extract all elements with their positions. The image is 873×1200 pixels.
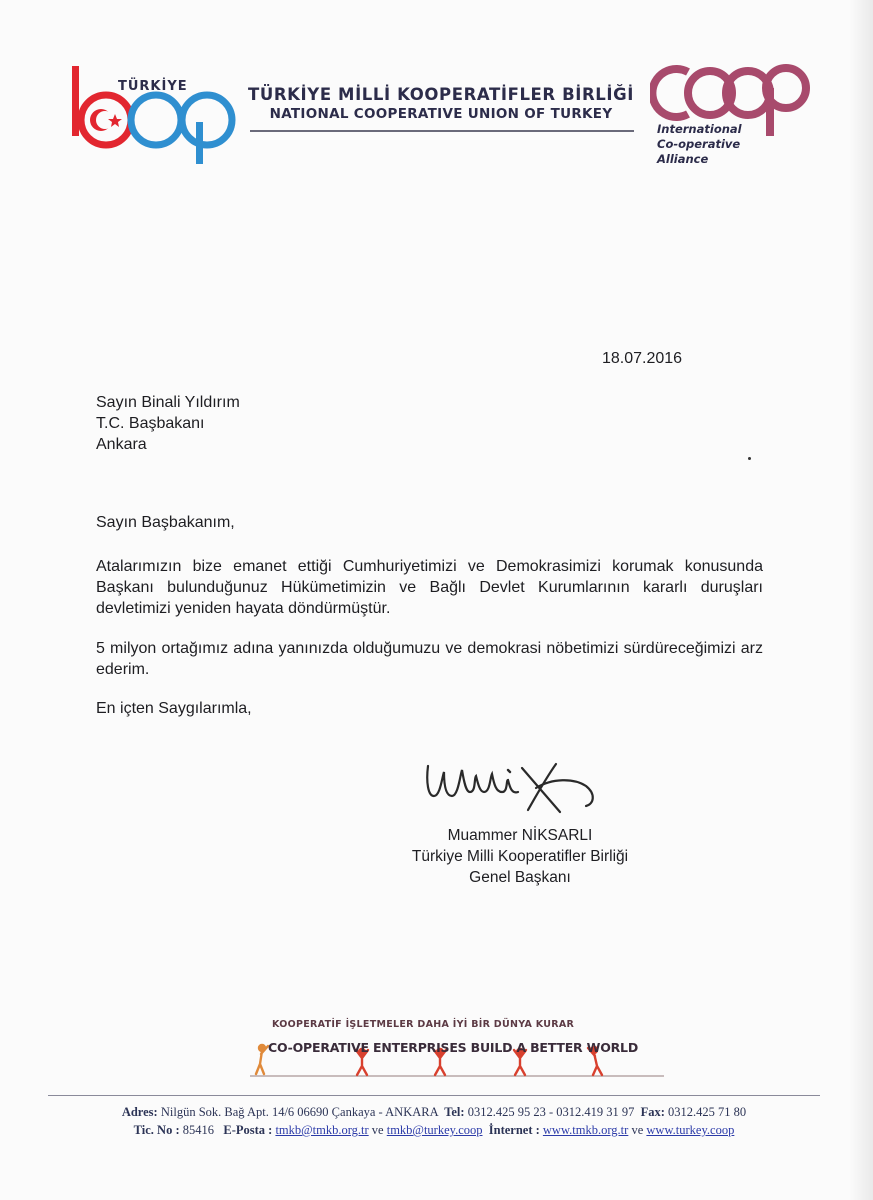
recipient-city: Ankara xyxy=(96,436,147,453)
slogan-english: CO-OPERATIVE ENTERPRISES BUILD A BETTER WORLD xyxy=(268,1040,638,1055)
title-divider xyxy=(250,130,634,132)
tic-label: Tic. No : xyxy=(133,1123,180,1137)
tel-label: Tel: xyxy=(444,1105,465,1119)
handwritten-signature xyxy=(418,752,613,822)
footer-contact-line-2 xyxy=(48,1123,820,1138)
recipient-name: Sayın Binali Yıldırım xyxy=(96,394,240,411)
org-title-block xyxy=(248,85,634,122)
footer-divider xyxy=(48,1095,820,1096)
ica-line-3: Alliance xyxy=(657,152,709,166)
org-name-en: NATIONAL COOPERATIVE UNION OF TURKEY xyxy=(269,106,613,122)
address-label: Adres: xyxy=(121,1105,158,1119)
signer-block xyxy=(380,825,660,888)
email-link-2[interactable]: tmkb@turkey.coop xyxy=(386,1123,483,1137)
paragraph-2: 5 milyon ortağımız adına yanınızda olduğumuzu ve demokrasi nöbetimizi sürdüreceğimizi arz ederim. xyxy=(96,640,763,678)
ica-line-2: Co-operative xyxy=(657,137,741,151)
web-joiner: ve xyxy=(631,1123,644,1137)
email-label: E-Posta : xyxy=(223,1123,273,1137)
turkiye-coop-logo xyxy=(70,62,240,168)
tic-number: 85416 xyxy=(182,1123,214,1137)
ica-name xyxy=(657,122,742,167)
fax-label: Fax: xyxy=(640,1105,665,1119)
fax-number: 0312.425 71 80 xyxy=(668,1105,747,1119)
web-link-1[interactable]: www.tmkb.org.tr xyxy=(542,1123,629,1137)
letter-date: 18.07.2016 xyxy=(602,350,683,367)
signer-title: Genel Başkanı xyxy=(469,869,571,886)
signer-organization: Türkiye Milli Kooperatifler Birliği xyxy=(411,848,629,865)
tel-number: 0312.425 95 23 - 0312.419 31 97 xyxy=(467,1105,635,1119)
org-name-tr: TÜRKİYE MİLLİ KOOPERATİFLER BİRLİĞİ xyxy=(248,85,635,104)
recipient-title: T.C. Başbakanı xyxy=(96,415,205,432)
turkiye-coop-logo-graphic xyxy=(70,62,240,168)
email-joiner: ve xyxy=(371,1123,384,1137)
paragraph-1: Atalarımızın bize emanet ettiği Cumhuriyetimizi ve Demokrasimizi korumak konusunda Başkanı bulunduğunuz Hükümetimizin ve Bağlı Devlet Kurumlarının kararlı duruşları devletimizi yeniden hayata döndürmüştür. xyxy=(96,558,763,617)
ica-line-1: International xyxy=(657,122,742,136)
slogan-turkish: KOOPERATİF İŞLETMELER DAHA İYİ BİR DÜNYA KURAR xyxy=(272,1019,575,1030)
recipient-block xyxy=(96,392,240,455)
salutation: Sayın Başbakanım, xyxy=(96,514,235,531)
email-link-1[interactable]: tmkb@tmkb.org.tr xyxy=(275,1123,369,1137)
signer-name: Muammer NİKSARLI xyxy=(447,827,593,844)
footer-contact-line-1 xyxy=(48,1105,820,1120)
closing-line: En içten Saygılarımla, xyxy=(96,700,252,717)
page-edge-shadow xyxy=(849,0,873,1200)
logo-top-text: TÜRKİYE xyxy=(118,79,188,94)
web-link-2[interactable]: www.turkey.coop xyxy=(646,1123,735,1137)
scan-speck xyxy=(748,457,751,460)
signature-graphic xyxy=(418,752,613,822)
address-text: Nilgün Sok. Bağ Apt. 14/6 06690 Çankaya - ANKARA xyxy=(160,1105,438,1119)
internet-label: İnternet : xyxy=(488,1123,540,1137)
